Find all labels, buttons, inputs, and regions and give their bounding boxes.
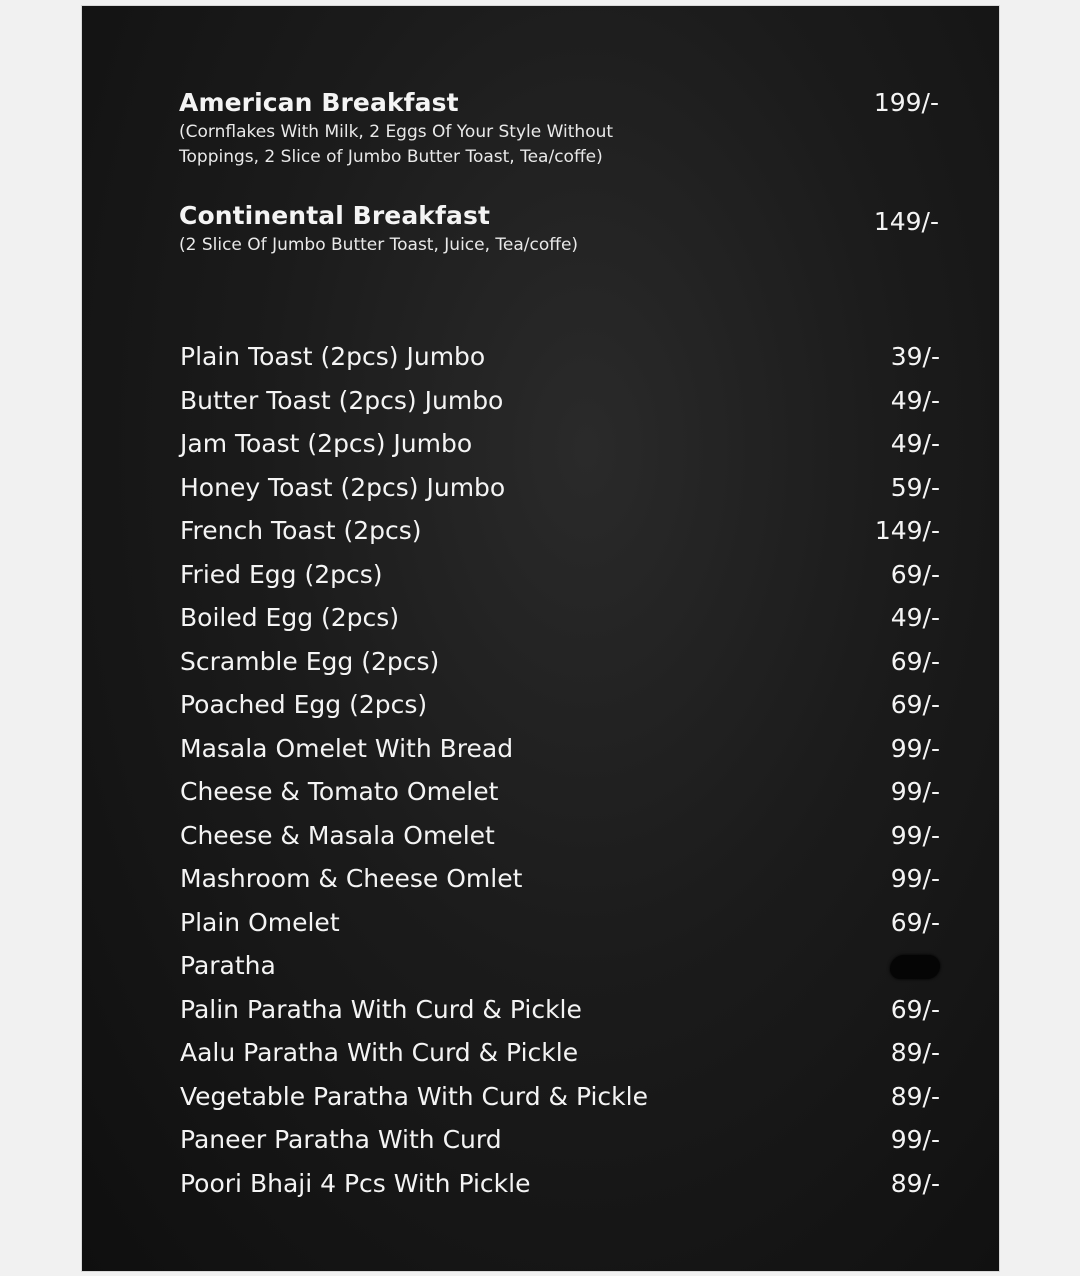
combo-description: (2 Slice Of Jumbo Butter Toast, Juice, Tea/coffe)	[179, 235, 579, 255]
menu-item	[180, 727, 940, 771]
item-name: Plain Omelet	[180, 907, 340, 937]
menu-item	[180, 640, 940, 684]
item-price: 149/-	[874, 516, 940, 545]
item-name: Mashroom & Cheese Omlet	[180, 864, 523, 893]
item-price: 89/-	[890, 1081, 940, 1111]
menu-item	[180, 509, 940, 553]
item-price: 59/-	[890, 472, 940, 502]
item-price: 99/-	[890, 777, 940, 806]
item-name: Paneer Paratha With Curd	[180, 1125, 502, 1154]
menu-item	[180, 814, 940, 858]
item-price: 69/-	[890, 690, 940, 719]
combo-title: Continental Breakfast	[179, 201, 490, 230]
combo-american-breakfast	[179, 88, 939, 170]
menu-item	[180, 770, 940, 814]
item-name: French Toast (2pcs)	[180, 516, 422, 545]
item-name: Jam Toast (2pcs) Jumbo	[180, 429, 473, 458]
item-name: Cheese & Masala Omelet	[180, 820, 495, 850]
menu-item	[180, 944, 940, 988]
menu-item	[180, 1162, 940, 1206]
menu-item	[180, 857, 940, 901]
redacted-price-mark	[890, 955, 940, 979]
combo-continental-breakfast	[179, 201, 939, 258]
item-price: 89/-	[890, 1038, 940, 1067]
item-name: Fried Egg (2pcs)	[180, 559, 383, 589]
menu-items-list	[180, 335, 940, 1205]
menu-item	[180, 466, 940, 510]
combo-price: 149/-	[873, 207, 939, 236]
menu-item	[180, 988, 940, 1032]
item-name: Scramble Egg (2pcs)	[180, 646, 440, 676]
item-price: 99/-	[890, 1125, 940, 1154]
combo-title: American Breakfast	[179, 88, 459, 117]
menu-item	[180, 553, 940, 597]
item-name: Poori Bhaji 4 Pcs With Pickle	[180, 1168, 531, 1198]
item-price: 99/-	[890, 820, 940, 850]
item-price: 69/-	[890, 646, 940, 676]
item-price: 49/-	[890, 429, 940, 458]
item-name: Cheese & Tomato Omelet	[180, 777, 499, 806]
menu-item	[180, 1031, 940, 1075]
item-name: Butter Toast (2pcs) Jumbo	[180, 385, 504, 415]
item-name: Poached Egg (2pcs)	[180, 690, 428, 719]
item-name: Honey Toast (2pcs) Jumbo	[180, 472, 506, 502]
item-price: 69/-	[890, 559, 940, 589]
item-name: Aalu Paratha With Curd & Pickle	[180, 1038, 579, 1067]
combo-price: 199/-	[873, 88, 939, 117]
item-price: 89/-	[890, 1168, 940, 1198]
menu-item	[180, 1118, 940, 1162]
menu-item	[180, 901, 940, 945]
menu-item	[180, 1075, 940, 1119]
menu-card	[82, 6, 999, 1271]
item-price: 49/-	[890, 385, 940, 415]
menu-item	[180, 596, 940, 640]
item-name: Paratha	[180, 951, 276, 980]
item-name: Plain Toast (2pcs) Jumbo	[180, 342, 486, 371]
item-name: Vegetable Paratha With Curd & Pickle	[180, 1081, 648, 1111]
item-price: 99/-	[890, 864, 940, 893]
item-name: Masala Omelet With Bread	[180, 733, 514, 763]
item-price: 69/-	[890, 907, 940, 937]
item-price: 49/-	[890, 603, 940, 632]
menu-item	[180, 683, 940, 727]
item-name: Boiled Egg (2pcs)	[180, 603, 400, 632]
item-name: Palin Paratha With Curd & Pickle	[180, 994, 582, 1024]
combo-description: (Cornflakes With Milk, 2 Eggs Of Your Style Without Toppings, 2 Slice of Jumbo Butter Toast, Tea/coffe)	[179, 122, 614, 167]
item-price: 39/-	[890, 342, 940, 371]
menu-item	[180, 422, 940, 466]
item-price: 69/-	[890, 994, 940, 1024]
menu-item	[180, 379, 940, 423]
item-price: 99/-	[890, 733, 940, 763]
menu-item	[180, 335, 940, 379]
